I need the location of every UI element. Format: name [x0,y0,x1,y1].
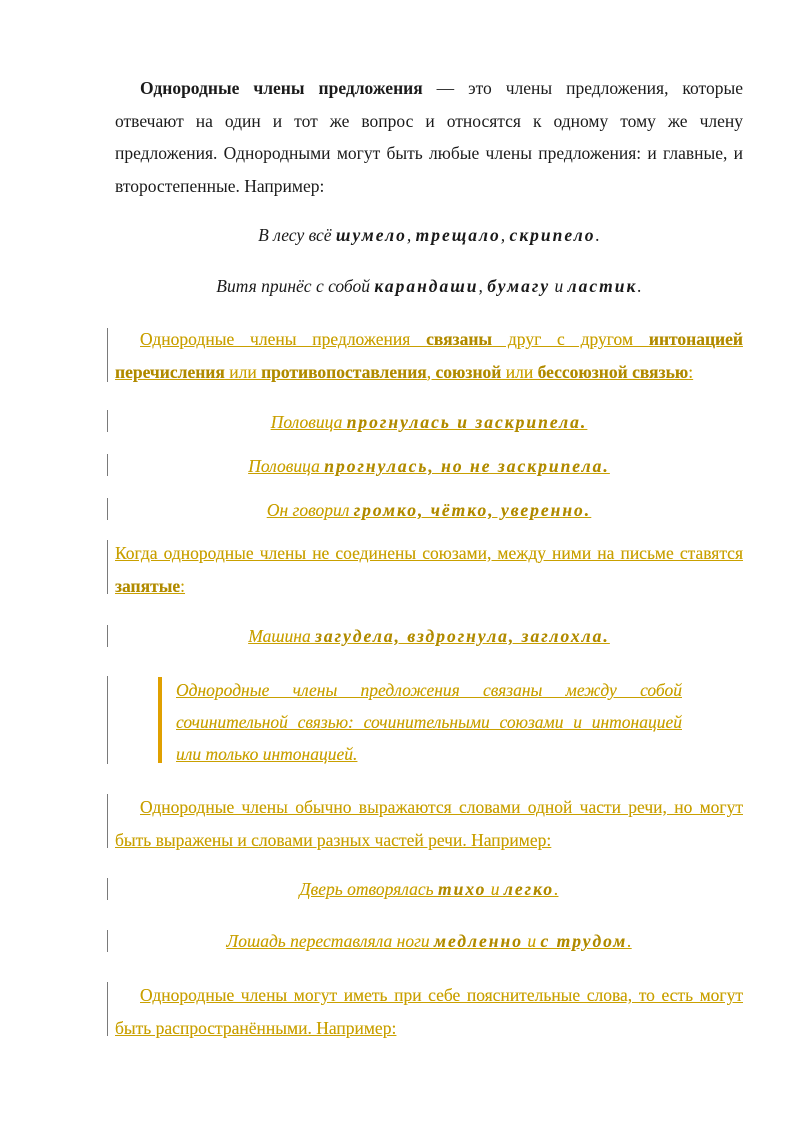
change-bar [107,625,108,647]
example-6: Машина загудела, вздрогнула, заглохла. [248,626,610,646]
example-5: Он говорил громко, чётко, уверенно. [266,500,592,520]
example-3: Половица прогнулась и заскрипела. [270,412,588,432]
change-bar [107,930,108,952]
connection-paragraph: Однородные члены предложения связаны друг с другом интонацией перечисления или противопоставления, союзной или бессоюзной связью: [115,329,743,382]
change-bar [107,454,108,476]
commas-paragraph: Когда однородные члены не соединены союзами, между ними на письме ставятся запятые: [115,543,743,596]
example-1: В лесу всё шумело, трещало, скрипело. [258,225,600,245]
quote-text: Однородные члены предложения связаны между собой сочинительной связью: сочинительными союзами и интонацией или только интонацией. [176,680,682,764]
change-bar [107,498,108,520]
definition-paragraph [115,72,743,202]
term: Однородные члены предложения [140,78,423,98]
example-8: Лошадь переставляла ноги медленно и с трудом. [226,931,632,951]
quote-bar [158,677,162,763]
example-7: Дверь отворялась тихо и легко. [299,879,559,899]
change-bar [107,676,108,764]
parts-of-speech-paragraph: Однородные члены обычно выражаются словами одной части речи, но могут быть выражены и словами разных частей речи. Например: [115,797,743,850]
change-bar [107,410,108,432]
example-4: Половица прогнулась, но не заскрипела. [248,456,610,476]
extended-members-paragraph: Однородные члены могут иметь при себе пояснительные слова, то есть могут быть распространёнными. Например: [115,985,743,1038]
definition-text: — это члены предложения, которые отвечают на один и тот же вопрос и относятся к одному тому же члену предложения. Однородными могут быть любые члены предложения: и главные, и второстепенные. Например: [115,78,743,196]
change-bar [107,328,108,382]
change-bar [107,878,108,900]
change-bar [107,982,108,1036]
change-bar [107,540,108,594]
example-2: Витя принёс с собой карандаши, бумагу и ластик. [216,276,642,296]
change-bar [107,794,108,848]
